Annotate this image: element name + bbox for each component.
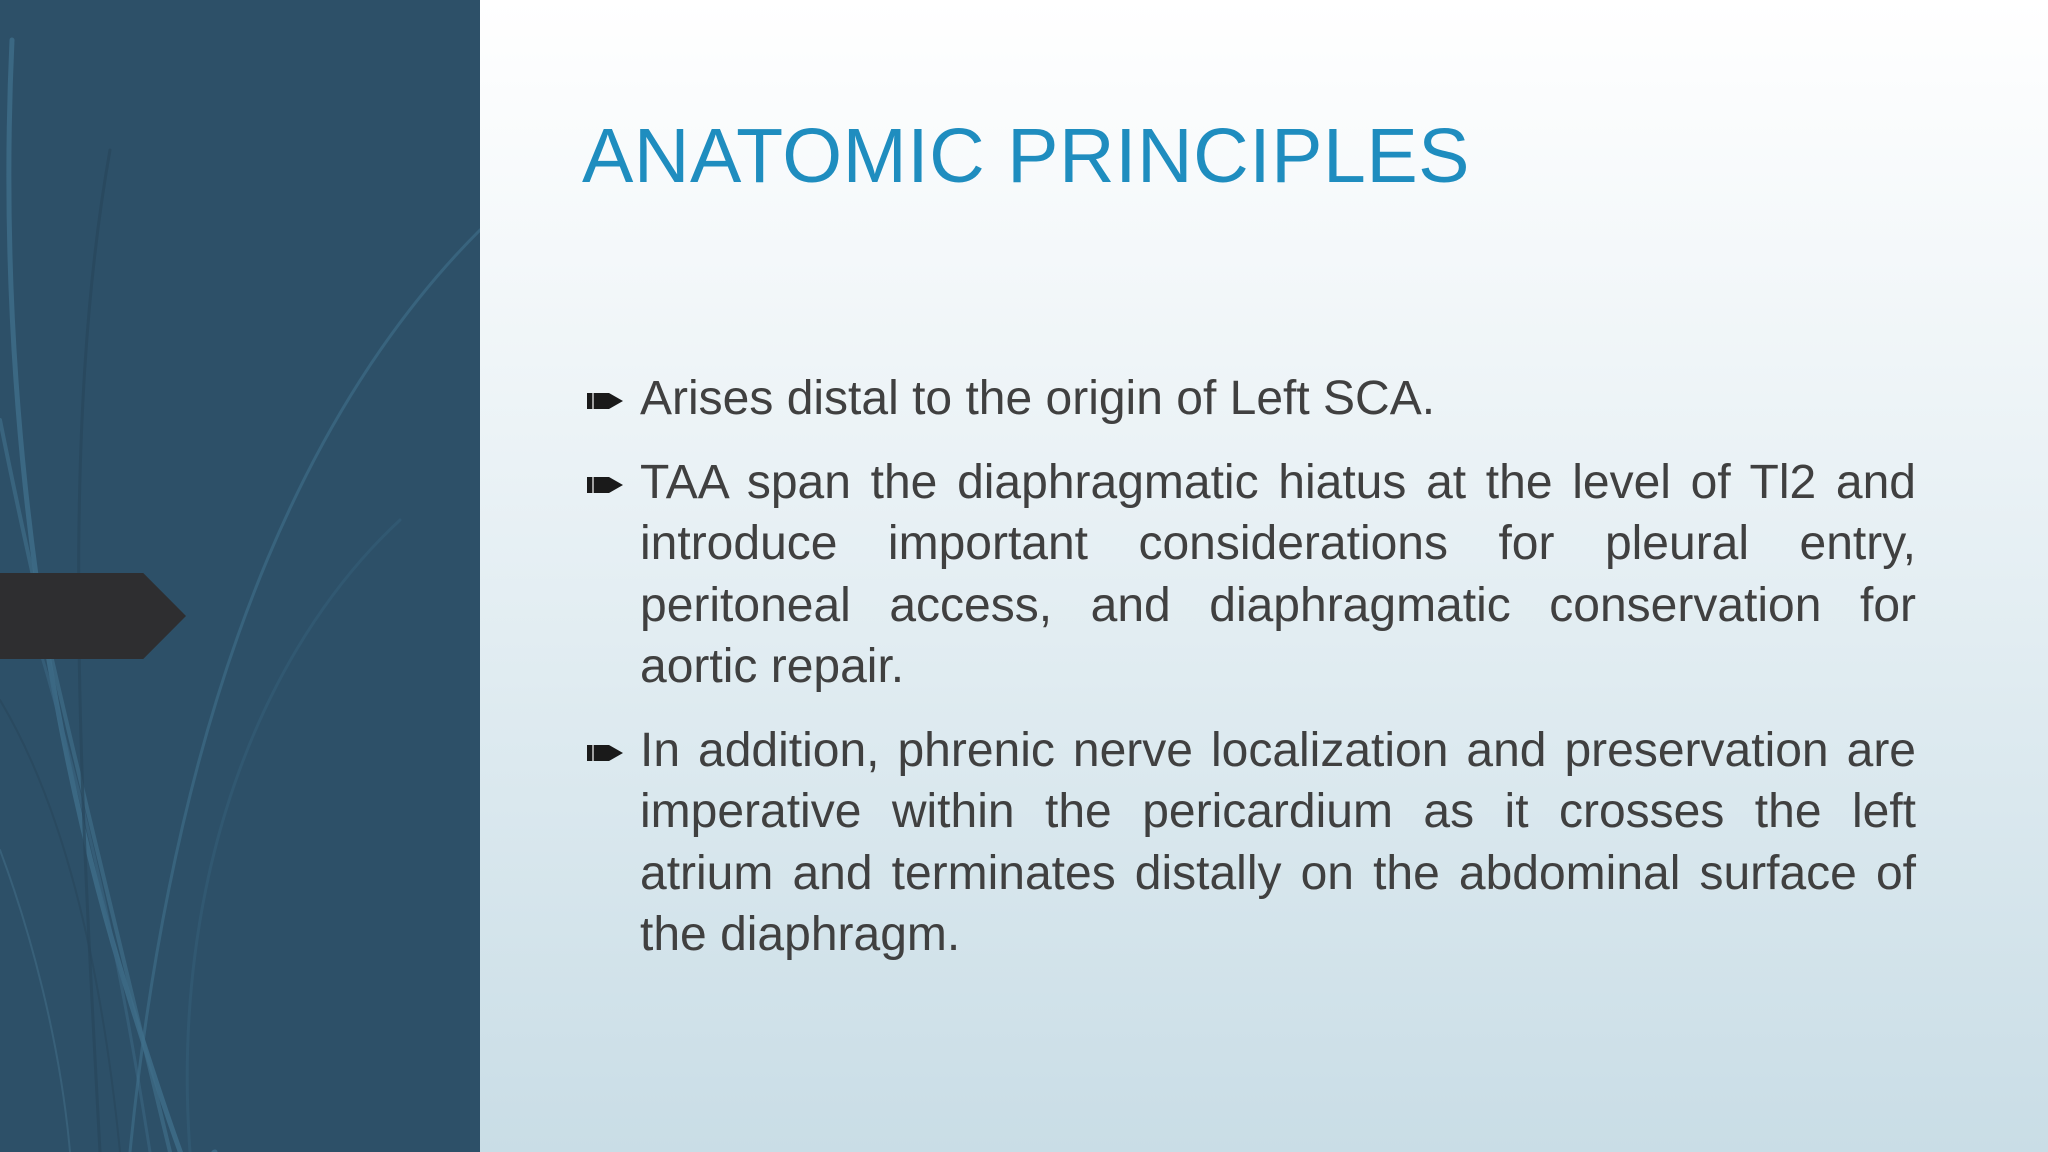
bullet-text: TAA span the diaphragmatic hiatus at the level of Tl2 and introduce important considerations for pleural entry, peritoneal access, and diaphragmatic conservation for aortic repair.: [640, 455, 1916, 693]
slide-title: ANATOMIC PRINCIPLES: [582, 113, 1471, 199]
bullet-item: [582, 720, 1916, 966]
pencil-arrow-icon: [585, 474, 625, 496]
bullet-text: Arises distal to the origin of Left SCA.: [640, 372, 1436, 425]
pencil-arrow-icon: [585, 742, 625, 764]
bullet-list: [582, 368, 1916, 988]
pencil-arrow-icon: [585, 390, 625, 412]
bullet-text: In addition, phrenic nerve localization and preservation are imperative within the pericardium as it crosses the left atrium and terminates distally on the abdominal surface of the diaphragm.: [640, 723, 1916, 961]
bullet-item: [582, 452, 1916, 698]
bullet-item: [582, 368, 1916, 430]
